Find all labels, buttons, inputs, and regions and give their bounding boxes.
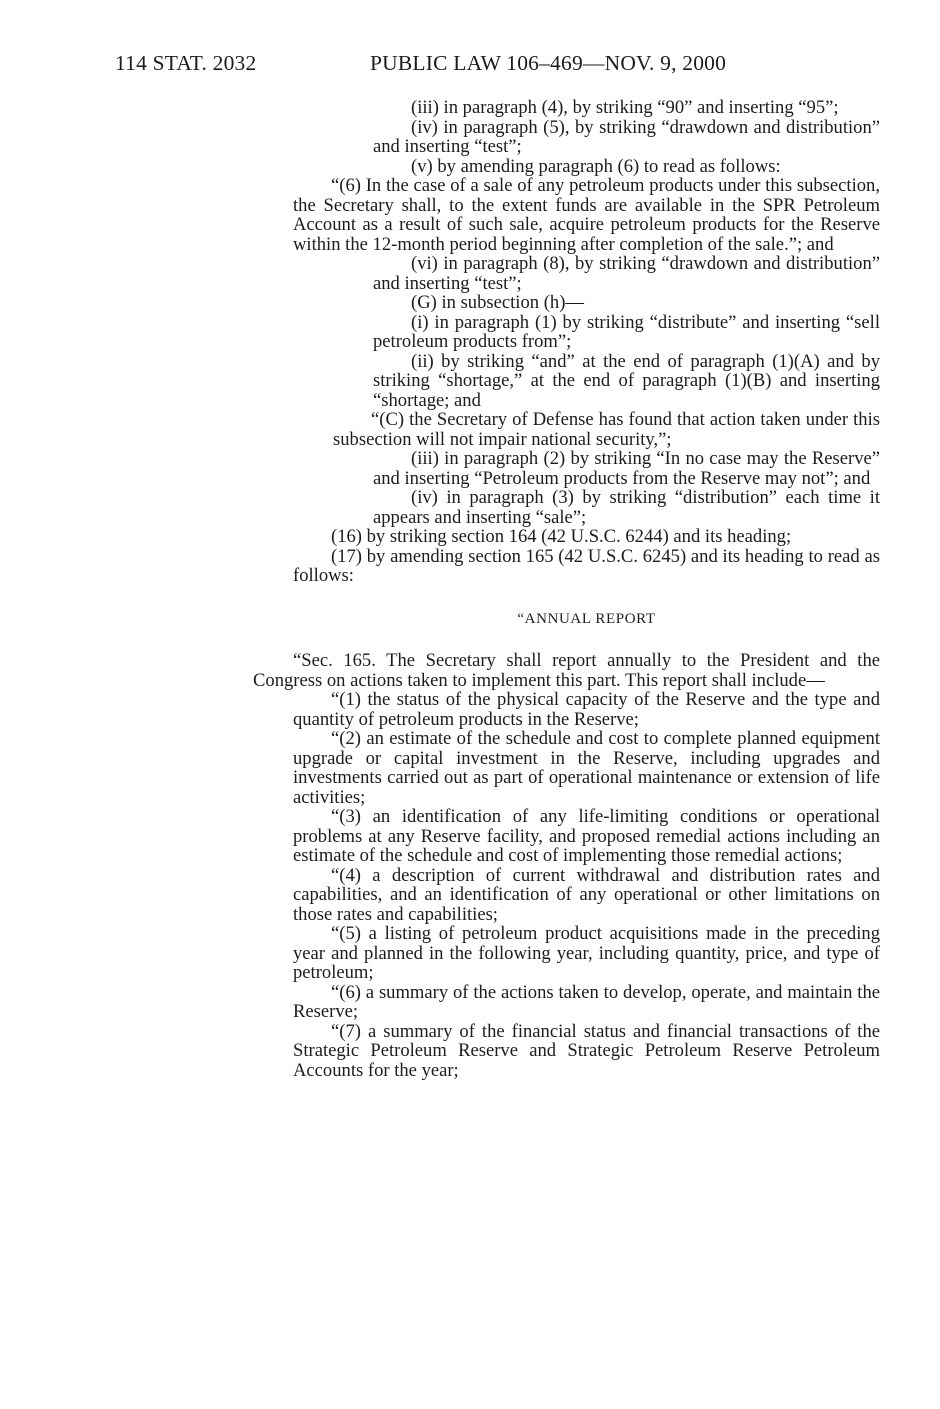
paragraph-16: (16) by striking section 164 (42 U.S.C. 6244) and its heading; xyxy=(331,526,792,547)
quoted-paragraph-6: “(6) In the case of a sale of any petroleum products under this subsection, the Secretary shall, to the extent funds are available in the SPR Petroleum Account as a result of such sale, acquire petroleum products for the Reserve within the 12-month period beginning after completion of the sale.”; and xyxy=(293,175,880,255)
subsection-g-h: (G) in subsection (h)— xyxy=(411,292,584,313)
section-165-lead: “Sec. 165. The Secretary shall report annually to the President and the Congress on actions taken to implement this part. This report shall include— xyxy=(253,650,880,691)
amendment-i-para-1: (i) in paragraph (1) by striking “distribute” and inserting “sell petroleum products from”; xyxy=(373,311,880,352)
stat-citation: 114 STAT. 2032 xyxy=(115,51,257,75)
section-165-item-7: “(7) a summary of the financial status and financial transactions of the Strategic Petroleum Reserve and Strategic Petroleum Reserve Petroleum Accounts for the year; xyxy=(293,1020,880,1081)
annual-report-heading: “ANNUAL REPORT xyxy=(517,610,656,627)
running-header xyxy=(0,51,940,83)
section-165-item-1: “(1) the status of the physical capacity of the Reserve and the type and quantity of petroleum products in the Reserve; xyxy=(293,689,880,730)
section-165-item-3: “(3) an identification of any life-limiting conditions or operational problems at any Reserve facility, and proposed remedial actions including an estimate of the schedule and cost of implementing those remedial actions; xyxy=(293,806,880,866)
amendment-iii-para-4: (iii) in paragraph (4), by striking “90” and inserting “95”; xyxy=(411,97,839,118)
amendment-iv-para-3: (iv) in paragraph (3) by striking “distribution” each time it appears and inserting “sale”; xyxy=(373,487,880,528)
amendment-iv-para-5: (iv) in paragraph (5), by striking “drawdown and distribution” and inserting “test”; xyxy=(373,116,880,157)
paragraph-17: (17) by amending section 165 (42 U.S.C. 6245) and its heading to read as follows: xyxy=(293,545,880,586)
amendment-ii-para-1ab: (ii) by striking “and” at the end of paragraph (1)(A) and by striking “shortage,” at the end of paragraph (1)(B) and inserting “shortage; and xyxy=(373,350,880,411)
amendment-vi-para-8: (vi) in paragraph (8), by striking “drawdown and distribution” and inserting “test”; xyxy=(373,253,880,294)
section-165-item-2: “(2) an estimate of the schedule and cost to complete planned equipment upgrade or capital investment in the Reserve, including upgrades and investments carried out as part of operational maintenance or extension of life activities; xyxy=(293,728,880,808)
public-law-title: PUBLIC LAW 106–469—NOV. 9, 2000 xyxy=(370,51,727,75)
document-body xyxy=(253,97,880,1081)
amendment-v-para-6: (v) by amending paragraph (6) to read as follows: xyxy=(411,155,781,177)
quoted-subparagraph-c: “(C) the Secretary of Defense has found that action taken under this subsection will not impair national security,”; xyxy=(333,409,880,450)
section-165-item-6: “(6) a summary of the actions taken to develop, operate, and maintain the Reserve; xyxy=(293,981,880,1022)
section-165-item-5: “(5) a listing of petroleum product acquisitions made in the preceding year and planned in the following year, including quantity, price, and type of petroleum; xyxy=(293,923,880,983)
amendment-iii-para-2: (iii) in paragraph (2) by striking “In no case may the Reserve” and inserting “Petroleum products from the Reserve may not”; and xyxy=(373,448,880,489)
section-165-item-4: “(4) a description of current withdrawal and distribution rates and capabilities, and an identification of any operational or other limitations on those rates and capabilities; xyxy=(293,864,880,925)
